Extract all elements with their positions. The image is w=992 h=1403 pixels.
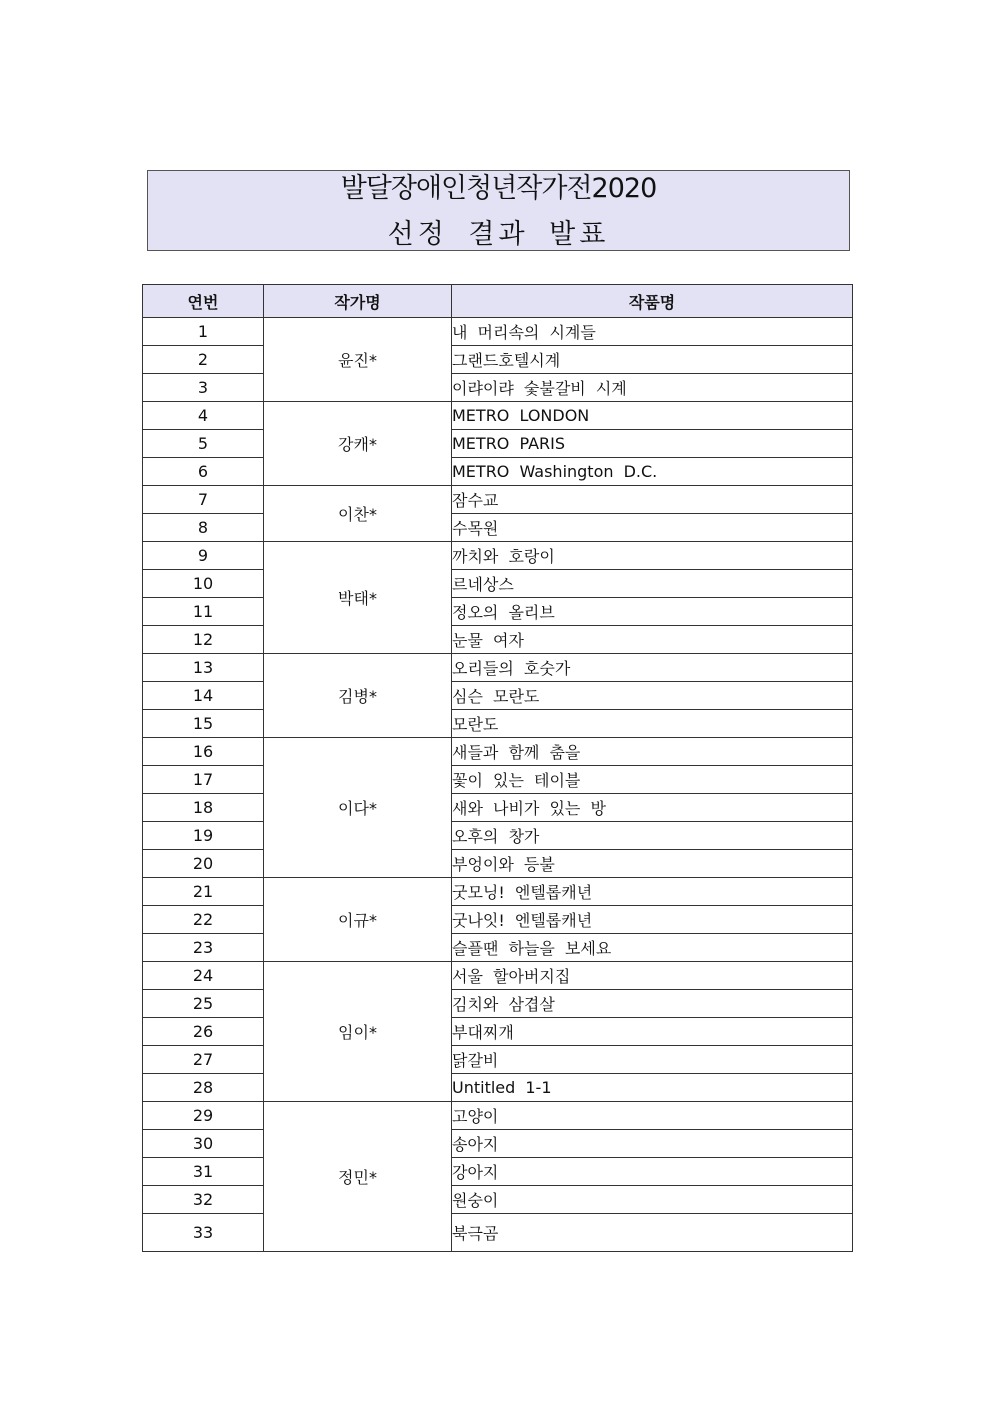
work-title: METRO PARIS (452, 430, 853, 458)
row-number: 5 (143, 430, 264, 458)
row-number: 22 (143, 906, 264, 934)
work-title: 서울 할아버지집 (452, 962, 853, 990)
row-number: 9 (143, 542, 264, 570)
work-title: 심슨 모란도 (452, 682, 853, 710)
work-title: 강아지 (452, 1158, 853, 1186)
title-banner (147, 170, 850, 251)
row-number: 24 (143, 962, 264, 990)
row-number: 25 (143, 990, 264, 1018)
table-row (143, 1158, 853, 1186)
row-number: 29 (143, 1102, 264, 1130)
table-row (143, 1074, 853, 1102)
row-number: 11 (143, 598, 264, 626)
table-row (143, 822, 853, 850)
row-number: 32 (143, 1186, 264, 1214)
artist-name: 강캐* (264, 402, 452, 486)
work-title: 오리들의 호숫가 (452, 654, 853, 682)
work-title: 수목원 (452, 514, 853, 542)
work-title: 닭갈비 (452, 1046, 853, 1074)
row-number: 21 (143, 878, 264, 906)
row-number: 28 (143, 1074, 264, 1102)
work-title: 꽃이 있는 테이블 (452, 766, 853, 794)
table-row (143, 766, 853, 794)
artist-name: 이다* (264, 738, 452, 878)
table-body (143, 318, 853, 1252)
row-number: 1 (143, 318, 264, 346)
work-title: 르네상스 (452, 570, 853, 598)
table-row (143, 1186, 853, 1214)
work-title: 김치와 삼겹살 (452, 990, 853, 1018)
table-row (143, 374, 853, 402)
table-row (143, 906, 853, 934)
page-title: 발달장애인청년작가전2020 (340, 173, 657, 204)
work-title: 모란도 (452, 710, 853, 738)
work-title: 새들과 함께 춤을 (452, 738, 853, 766)
row-number: 30 (143, 1130, 264, 1158)
work-title: METRO Washington D.C. (452, 458, 853, 486)
table-row (143, 654, 853, 682)
table-row (143, 738, 853, 766)
header-num: 연번 (143, 285, 264, 318)
row-number: 2 (143, 346, 264, 374)
table-row (143, 1018, 853, 1046)
row-number: 15 (143, 710, 264, 738)
row-number: 14 (143, 682, 264, 710)
row-number: 3 (143, 374, 264, 402)
work-title: 굿모닝! 엔텔롭캐년 (452, 878, 853, 906)
work-title: 잠수교 (452, 486, 853, 514)
table-row (143, 626, 853, 654)
row-number: 26 (143, 1018, 264, 1046)
artist-name: 정민* (264, 1102, 452, 1252)
table-row (143, 542, 853, 570)
artist-name: 이규* (264, 878, 452, 962)
row-number: 27 (143, 1046, 264, 1074)
table-row (143, 570, 853, 598)
header-artist: 작가명 (264, 285, 452, 318)
work-title: 부대찌개 (452, 1018, 853, 1046)
work-title: 슬플땐 하늘을 보세요 (452, 934, 853, 962)
work-title: 원숭이 (452, 1186, 853, 1214)
row-number: 10 (143, 570, 264, 598)
header-work: 작품명 (452, 285, 853, 318)
table-row (143, 346, 853, 374)
row-number: 18 (143, 794, 264, 822)
row-number: 23 (143, 934, 264, 962)
artist-name: 이찬* (264, 486, 452, 542)
table-row (143, 486, 853, 514)
row-number: 13 (143, 654, 264, 682)
artist-name: 윤진* (264, 318, 452, 402)
work-title: 부엉이와 등불 (452, 850, 853, 878)
page-subtitle: 선정 결과 발표 (387, 219, 610, 250)
work-title: 굿나잇! 엔텔롭캐년 (452, 906, 853, 934)
table-row (143, 318, 853, 346)
table-row (143, 878, 853, 906)
table-row (143, 514, 853, 542)
row-number: 17 (143, 766, 264, 794)
work-title: METRO LONDON (452, 402, 853, 430)
work-title: 북극곰 (452, 1214, 853, 1252)
table-row (143, 458, 853, 486)
row-number: 6 (143, 458, 264, 486)
row-number: 12 (143, 626, 264, 654)
table-row (143, 1214, 853, 1252)
work-title: 까치와 호랑이 (452, 542, 853, 570)
table-row (143, 598, 853, 626)
row-number: 7 (143, 486, 264, 514)
row-number: 20 (143, 850, 264, 878)
work-title: 그랜드호텔시계 (452, 346, 853, 374)
table-row (143, 1046, 853, 1074)
table-row (143, 402, 853, 430)
table-row (143, 794, 853, 822)
table-row (143, 1130, 853, 1158)
work-title: 내 머리속의 시계들 (452, 318, 853, 346)
table-row (143, 850, 853, 878)
work-title: 눈물 여자 (452, 626, 853, 654)
work-title: 새와 나비가 있는 방 (452, 794, 853, 822)
table-row (143, 682, 853, 710)
table-header-row (143, 285, 853, 318)
work-title: 고양이 (452, 1102, 853, 1130)
table-row (143, 710, 853, 738)
table-row (143, 430, 853, 458)
results-table (142, 284, 853, 1252)
work-title: 송아지 (452, 1130, 853, 1158)
work-title: 이랴이랴 숯불갈비 시계 (452, 374, 853, 402)
work-title: 오후의 창가 (452, 822, 853, 850)
row-number: 4 (143, 402, 264, 430)
artist-name: 박태* (264, 542, 452, 654)
table-row (143, 990, 853, 1018)
row-number: 19 (143, 822, 264, 850)
row-number: 8 (143, 514, 264, 542)
work-title: 정오의 올리브 (452, 598, 853, 626)
work-title: Untitled 1-1 (452, 1074, 853, 1102)
table-row (143, 934, 853, 962)
artist-name: 임이* (264, 962, 452, 1102)
row-number: 16 (143, 738, 264, 766)
table-row (143, 962, 853, 990)
row-number: 31 (143, 1158, 264, 1186)
artist-name: 김병* (264, 654, 452, 738)
row-number: 33 (143, 1214, 264, 1252)
table-row (143, 1102, 853, 1130)
